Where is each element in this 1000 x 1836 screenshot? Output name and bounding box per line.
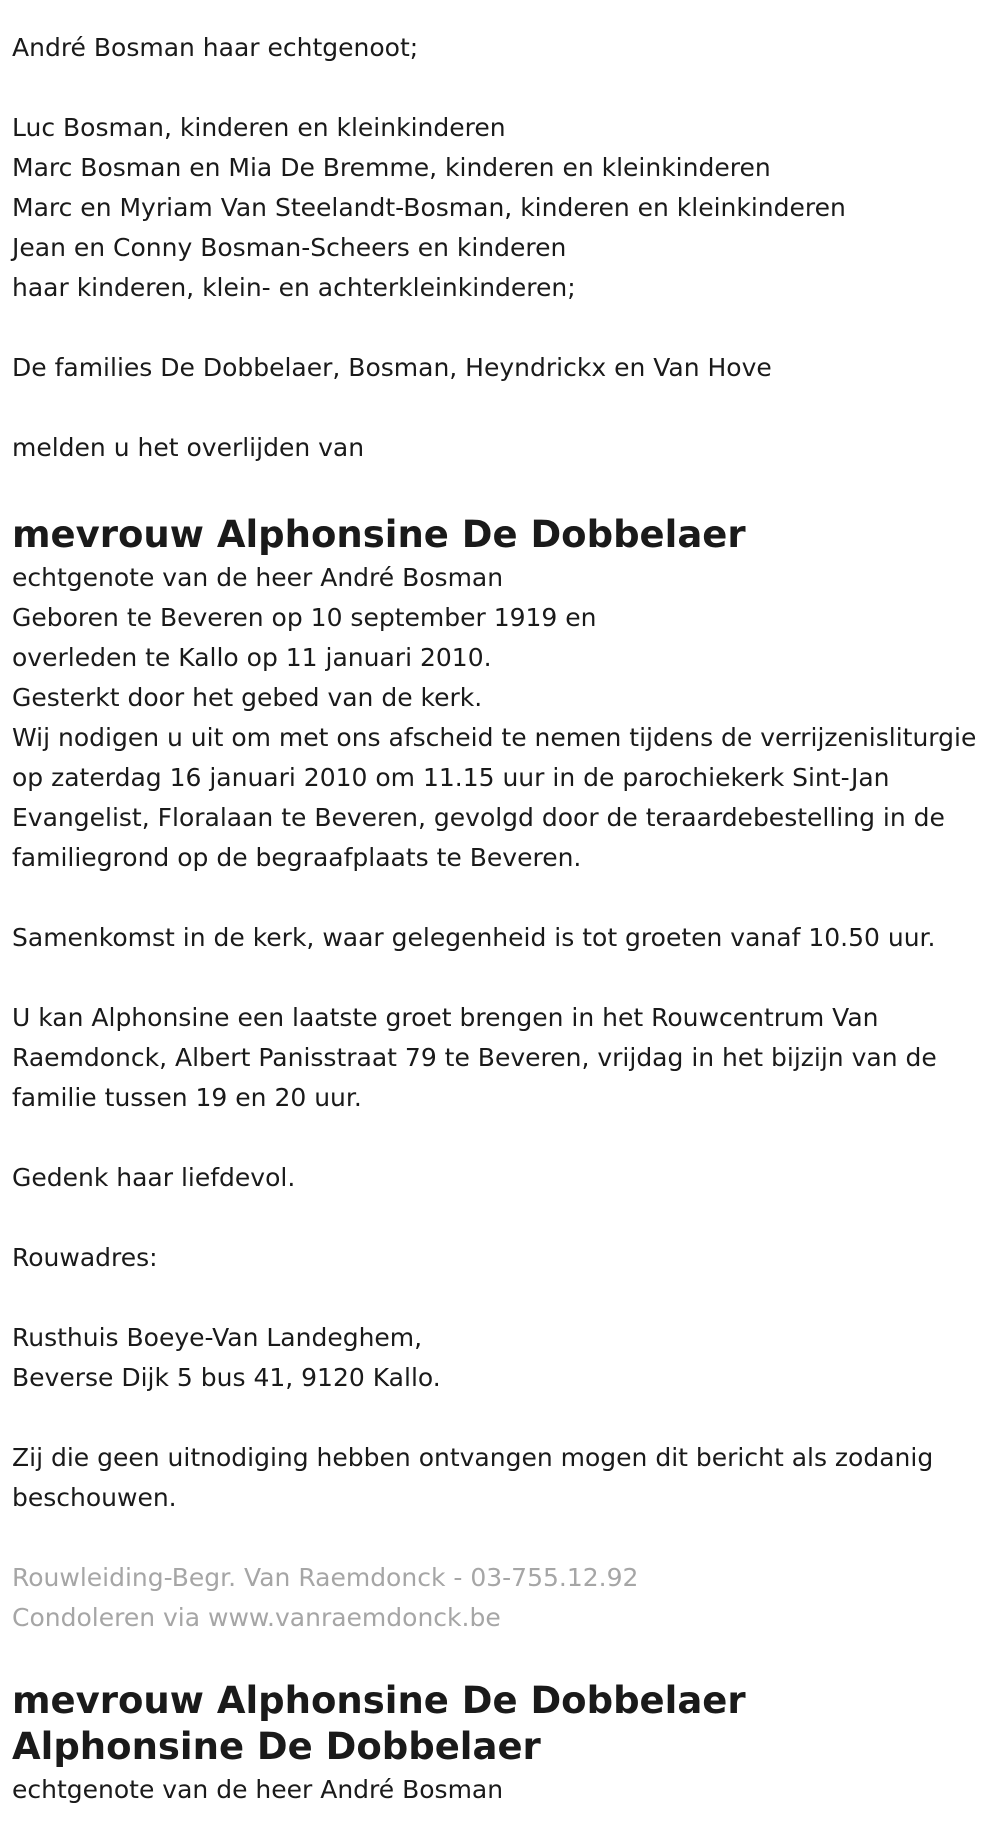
remember-line: Gedenk haar liefdevol. — [12, 1163, 296, 1192]
spacer — [12, 1198, 988, 1238]
spacer — [12, 1398, 988, 1438]
visitation-paragraph: U kan Alphonsine een laatste groet brengen in het Rouwcentrum Van Raemdonck, Albert Panisstraat 79 te Beveren, vrijdag in het bijzijn van de familie tussen 19 en 20 uur. — [12, 1003, 937, 1112]
children-line: haar kinderen, klein- en achterkleinkinderen; — [12, 273, 576, 302]
spacer — [12, 388, 988, 428]
spacer — [12, 1638, 988, 1678]
details-line: Gesterkt door het gebed van de kerk. — [12, 683, 483, 712]
address-line: Beverse Dijk 5 bus 41, 9120 Kallo. — [12, 1363, 441, 1392]
details-line: echtgenote van de heer André Bosman — [12, 563, 504, 592]
condolence-line: Condoleren via www.vanraemdonck.be — [12, 1603, 501, 1632]
notice-paragraph: Zij die geen uitnodiging hebben ontvangen mogen dit bericht als zodanig beschouwen. — [12, 1443, 934, 1512]
details-line: overleden te Kallo op 11 januari 2010. — [12, 643, 492, 672]
spacer — [12, 1518, 988, 1558]
spacer — [12, 878, 988, 918]
repeat-subline: echtgenote van de heer André Bosman — [12, 1775, 504, 1804]
spacer — [12, 308, 988, 348]
families-line: De families De Dobbelaer, Bosman, Heyndrickx en Van Hove — [12, 353, 772, 382]
deceased-name-heading: mevrouw Alphonsine De Dobbelaer — [12, 513, 746, 556]
children-line: Marc Bosman en Mia De Bremme, kinderen en kleinkinderen — [12, 153, 771, 182]
spacer — [12, 68, 988, 108]
address-line: Rusthuis Boeye-Van Landeghem, — [12, 1323, 423, 1352]
spacer — [12, 1118, 988, 1158]
address-label: Rouwadres: — [12, 1243, 158, 1272]
children-line: Marc en Myriam Van Steelandt-Bosman, kinderen en kleinkinderen — [12, 193, 846, 222]
details-line: Geboren te Beveren op 10 september 1919 en — [12, 603, 597, 632]
ceremony-paragraph: Wij nodigen u uit om met ons afscheid te nemen tijdens de verrijzenisliturgie op zaterdag 16 januari 2010 om 11.15 uur in de parochiekerk Sint-Jan Evangelist, Floralaan te Beveren, gevolgd door de teraardebestelling in de familiegrond op de begraafplaats te Beveren. — [12, 723, 977, 872]
spacer — [12, 958, 988, 998]
children-line: Jean en Conny Bosman-Scheers en kinderen — [12, 233, 567, 262]
children-line: Luc Bosman, kinderen en kleinkinderen — [12, 113, 506, 142]
funeral-director-line: Rouwleiding-Begr. Van Raemdonck - 03-755.12.92 — [12, 1563, 639, 1592]
spouse-line: André Bosman haar echtgenoot; — [12, 33, 419, 62]
announce-line: melden u het overlijden van — [12, 433, 365, 462]
spacer — [12, 468, 988, 508]
repeat-name-heading: mevrouw Alphonsine De Dobbelaer Alphonsine De Dobbelaer — [12, 1679, 746, 1768]
spacer — [12, 1278, 988, 1318]
gathering-line: Samenkomst in de kerk, waar gelegenheid is tot groeten vanaf 10.50 uur. — [12, 923, 936, 952]
